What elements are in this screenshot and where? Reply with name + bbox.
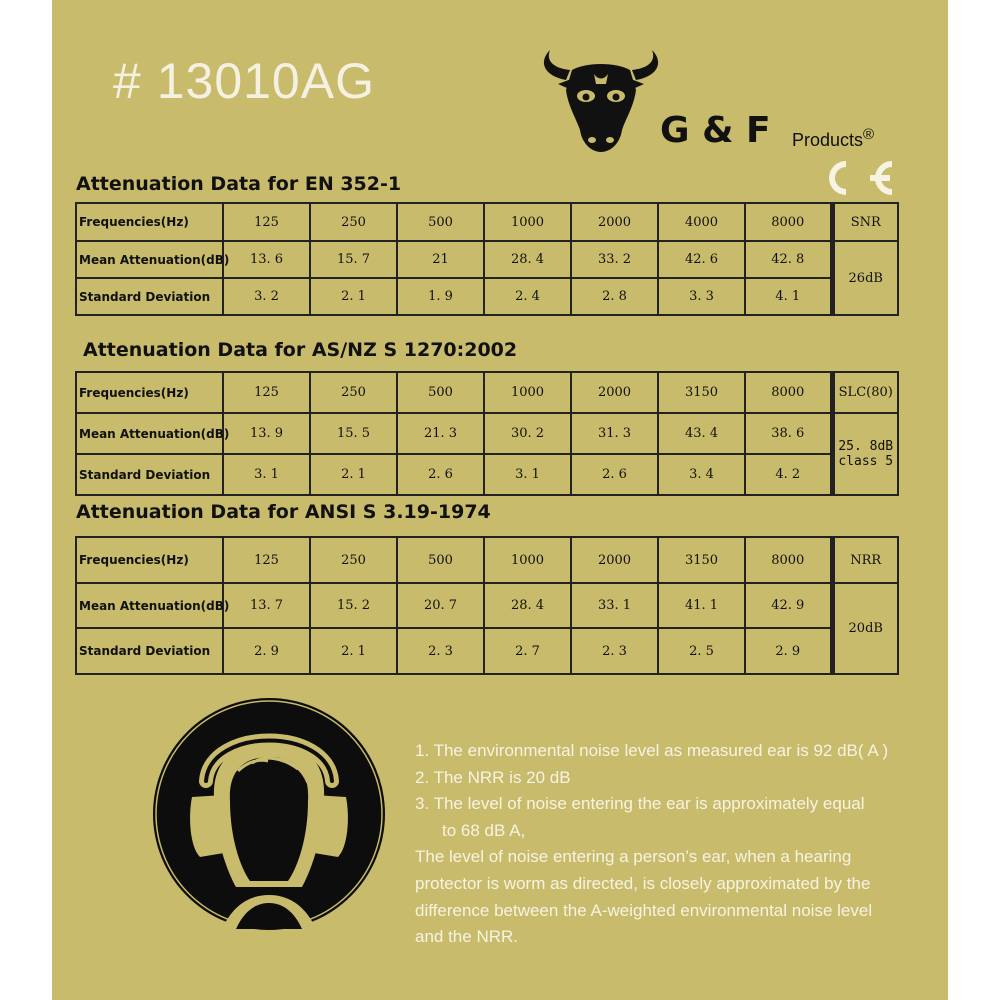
row-label: Mean Attenuation(dB) <box>76 413 223 454</box>
frequency-cell: 8000 <box>745 537 832 583</box>
mean-cell: 28. 4 <box>484 583 571 628</box>
summary-value-text: 20dB <box>848 621 883 636</box>
attenuation-table-ansi319 <box>75 536 899 675</box>
mean-cell: 42. 6 <box>658 241 745 278</box>
summary-label: SNR <box>832 203 898 241</box>
frequency-cell: 250 <box>310 537 397 583</box>
row-label: Mean Attenuation(dB) <box>76 241 223 278</box>
frequency-cell: 1000 <box>484 537 571 583</box>
summary-label: SLC(80) <box>832 372 898 413</box>
model-number: # 13010AG <box>113 53 375 109</box>
note-line: and the NRR. <box>415 927 518 947</box>
std-cell: 2. 3 <box>571 628 658 674</box>
summary-value-text: 25. 8dB <box>838 439 894 454</box>
mean-cell: 41. 1 <box>658 583 745 628</box>
std-cell: 3. 3 <box>658 278 745 315</box>
frequency-cell: 4000 <box>658 203 745 241</box>
frequency-cell: 3150 <box>658 372 745 413</box>
std-cell: 2. 1 <box>310 628 397 674</box>
summary-label: NRR <box>832 537 898 583</box>
std-row <box>76 454 898 495</box>
brand-suffix <box>792 126 874 151</box>
row-label: Standard Deviation <box>76 628 223 674</box>
std-row <box>76 628 898 674</box>
mean-cell: 13. 7 <box>223 583 310 628</box>
std-cell: 3. 1 <box>484 454 571 495</box>
mean-cell: 28. 4 <box>484 241 571 278</box>
summary-value <box>832 583 898 674</box>
std-cell: 2. 1 <box>310 454 397 495</box>
mean-cell: 43. 4 <box>658 413 745 454</box>
frequency-cell: 500 <box>397 203 484 241</box>
std-cell: 2. 5 <box>658 628 745 674</box>
notes-block <box>415 738 935 951</box>
mean-cell: 15. 7 <box>310 241 397 278</box>
attenuation-table-en352 <box>75 202 899 316</box>
attenuation-table-asnz1270 <box>75 371 899 496</box>
frequency-cell: 2000 <box>571 537 658 583</box>
std-cell: 3. 4 <box>658 454 745 495</box>
frequency-cell: 125 <box>223 372 310 413</box>
mean-cell: 21. 3 <box>397 413 484 454</box>
frequency-cell: 125 <box>223 537 310 583</box>
frequency-cell: 250 <box>310 203 397 241</box>
std-cell: 1. 9 <box>397 278 484 315</box>
brand-suffix-text: Products <box>792 130 864 150</box>
summary-value <box>832 241 898 315</box>
std-cell: 2. 4 <box>484 278 571 315</box>
mean-cell: 13. 6 <box>223 241 310 278</box>
std-cell: 2. 9 <box>223 628 310 674</box>
std-cell: 2. 8 <box>571 278 658 315</box>
frequency-cell: 125 <box>223 203 310 241</box>
note-line: The level of noise entering a person’s ear, when a hearing <box>415 847 852 867</box>
ce-mark-icon <box>812 160 898 196</box>
note-line: protector is worm as directed, is closely approximated by the <box>415 873 871 893</box>
note-line: difference between the A-weighted environmental noise level <box>415 900 873 920</box>
mean-row <box>76 241 898 278</box>
mean-cell: 42. 8 <box>745 241 832 278</box>
frequency-row <box>76 537 898 583</box>
frequency-row <box>76 203 898 241</box>
mean-cell: 15. 5 <box>310 413 397 454</box>
frequency-cell: 3150 <box>658 537 745 583</box>
std-cell: 2. 7 <box>484 628 571 674</box>
std-cell: 2. 3 <box>397 628 484 674</box>
std-cell: 2. 1 <box>310 278 397 315</box>
frequency-cell: 8000 <box>745 203 832 241</box>
std-cell: 2. 6 <box>397 454 484 495</box>
mean-cell: 42. 9 <box>745 583 832 628</box>
table-2-title: Attenuation Data for AS/NZ S 1270:2002 <box>83 339 518 361</box>
frequency-cell: 1000 <box>484 203 571 241</box>
mean-cell: 33. 2 <box>571 241 658 278</box>
std-cell: 2. 9 <box>745 628 832 674</box>
std-cell: 2. 6 <box>571 454 658 495</box>
brand-name: G & F <box>660 110 771 151</box>
summary-class-text: class 5 <box>838 454 894 469</box>
row-label: Frequencies(Hz) <box>76 537 223 583</box>
mean-cell: 33. 1 <box>571 583 658 628</box>
row-label: Mean Attenuation(dB) <box>76 583 223 628</box>
frequency-cell: 1000 <box>484 372 571 413</box>
mean-row <box>76 413 898 454</box>
std-cell: 4. 2 <box>745 454 832 495</box>
mean-cell: 15. 2 <box>310 583 397 628</box>
summary-value <box>832 413 898 495</box>
table-3-title: Attenuation Data for ANSI S 3.19-1974 <box>76 501 491 523</box>
row-label: Frequencies(Hz) <box>76 372 223 413</box>
mean-cell: 20. 7 <box>397 583 484 628</box>
registered-mark: ® <box>863 126 875 143</box>
table-1-title: Attenuation Data for EN 352-1 <box>76 173 402 195</box>
row-label: Frequencies(Hz) <box>76 203 223 241</box>
mean-cell: 38. 6 <box>745 413 832 454</box>
frequency-cell: 500 <box>397 372 484 413</box>
bull-head-logo-icon <box>536 44 666 156</box>
mean-row <box>76 583 898 628</box>
std-row <box>76 278 898 315</box>
note-line: 3. The level of noise entering the ear is approximately equal <box>415 794 865 814</box>
summary-value-text: 26dB <box>848 270 883 286</box>
note-line: 2. The NRR is 20 dB <box>415 767 571 787</box>
frequency-cell: 250 <box>310 372 397 413</box>
mean-cell: 31. 3 <box>571 413 658 454</box>
row-label: Standard Deviation <box>76 278 223 315</box>
std-cell: 3. 1 <box>223 454 310 495</box>
frequency-cell: 2000 <box>571 203 658 241</box>
ear-protection-icon <box>152 697 386 931</box>
row-label: Standard Deviation <box>76 454 223 495</box>
note-line: to 68 dB A, <box>442 820 526 840</box>
std-cell: 4. 1 <box>745 278 832 315</box>
mean-cell: 30. 2 <box>484 413 571 454</box>
frequency-cell: 500 <box>397 537 484 583</box>
frequency-cell: 2000 <box>571 372 658 413</box>
note-line: 1. The environmental noise level as measured ear is 92 dB( A ) <box>415 741 889 760</box>
frequency-row <box>76 372 898 413</box>
mean-cell: 13. 9 <box>223 413 310 454</box>
std-cell: 3. 2 <box>223 278 310 315</box>
mean-cell: 21 <box>397 241 484 278</box>
frequency-cell: 8000 <box>745 372 832 413</box>
